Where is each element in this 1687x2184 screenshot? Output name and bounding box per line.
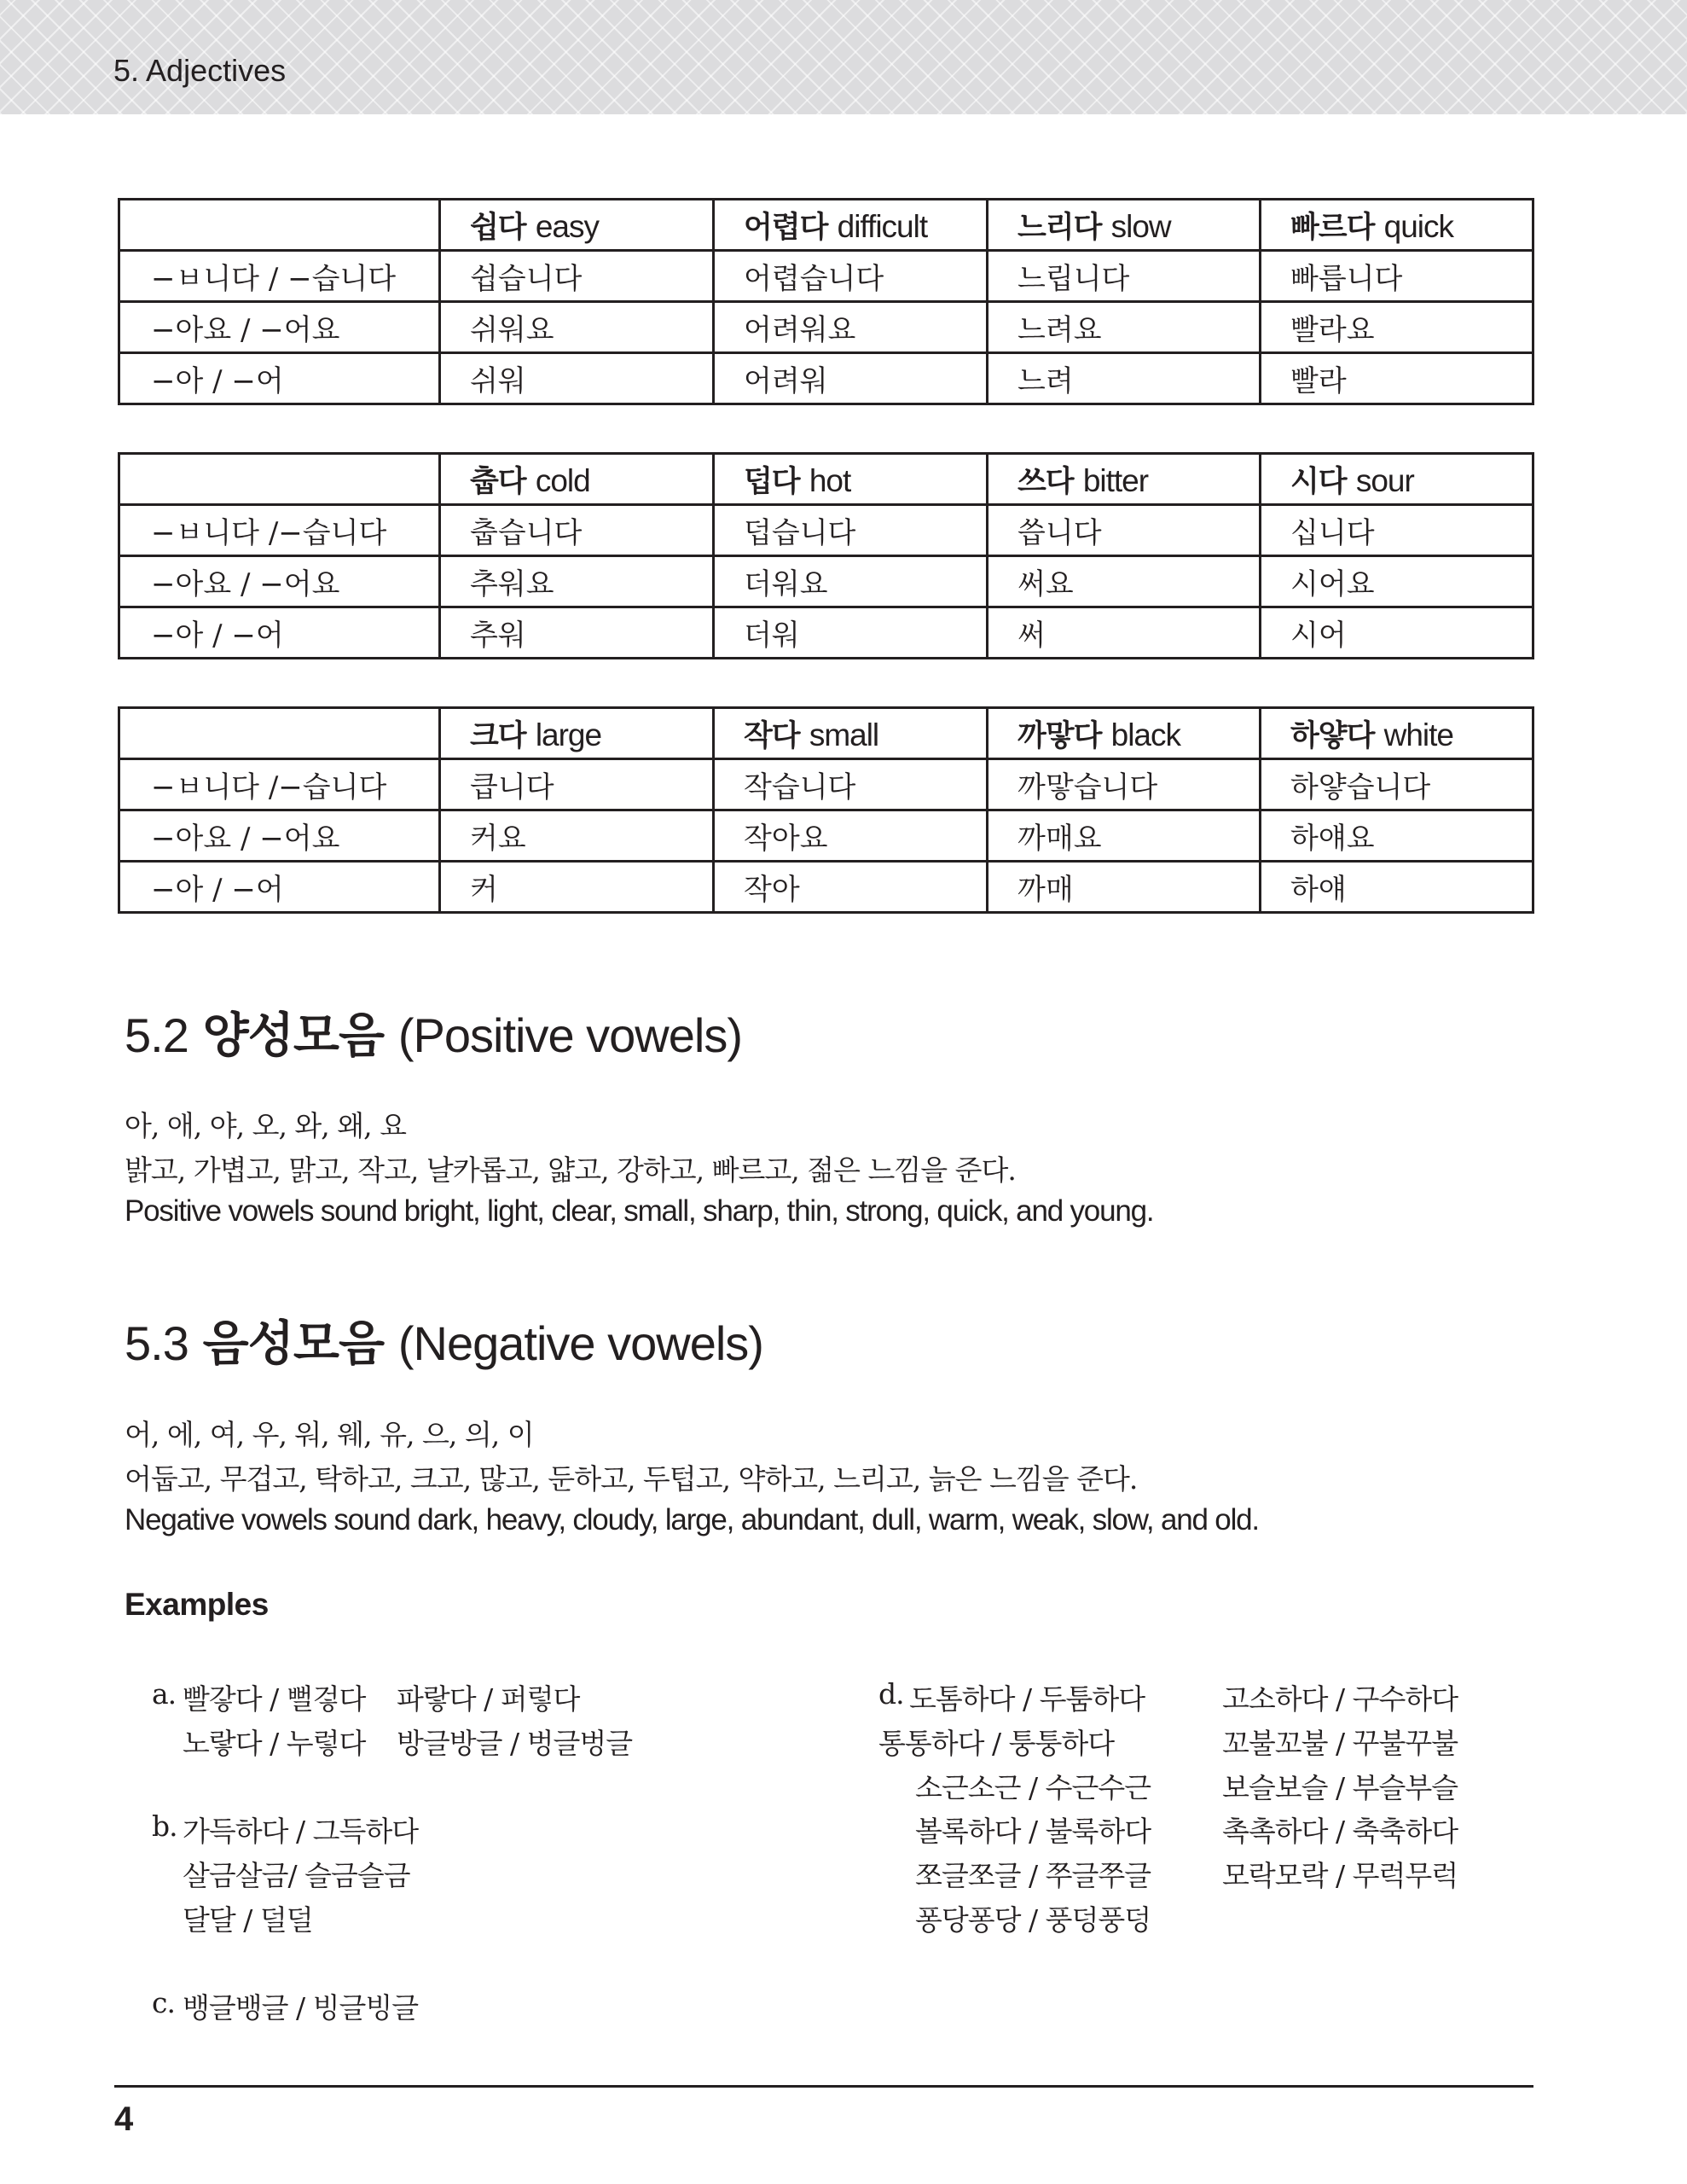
example-d-col2-line3: 보슬보슬 / 부슬부슬 (1222, 1771, 1458, 1804)
example-c-label: c. (152, 1986, 175, 2019)
example-d-col2-line1: 고소하다 / 구수하다 (1222, 1682, 1458, 1716)
table-header-row (119, 454, 1533, 505)
table-cell: 쉽습니다 (440, 251, 714, 302)
table-cell: 빨라요 (1261, 302, 1533, 353)
examples-heading: Examples (125, 1587, 269, 1622)
column-header: 빠르다 quick (1261, 200, 1533, 251)
chapter-header-band (0, 0, 1687, 114)
positive-vowel-description-en: Positive vowels sound bright, light, clear, small, sharp, thin, strong, quick, and young. (125, 1194, 1154, 1228)
section-title-positive-vowels: 5.2 양성모음 (Positive vowels) (125, 1008, 742, 1064)
table-row (119, 251, 1533, 302)
column-header: 작다 small (714, 708, 988, 759)
example-d-col2-line5: 모락모락 / 무럭무럭 (1222, 1859, 1458, 1892)
table-row (119, 556, 1533, 607)
table-cell: 써요 (988, 556, 1261, 607)
table-cell: 더워요 (714, 556, 988, 607)
corner-cell (119, 708, 440, 759)
table-cell: 작아요 (714, 810, 988, 862)
table-cell: 쉬워 (440, 353, 714, 404)
example-b-line1: 가득하다 / 그득하다 (183, 1815, 419, 1848)
ending-label: −아요 / −어요 (119, 810, 440, 862)
table-cell: 까매요 (988, 810, 1261, 862)
example-d-col1-line3: 소근소근 / 수근수근 (915, 1771, 1151, 1804)
table-cell: 하얘요 (1261, 810, 1533, 862)
example-a-label: a. (152, 1677, 177, 1711)
table-cell: 작아 (714, 862, 988, 913)
table-cell: 까매 (988, 862, 1261, 913)
column-header: 느리다 slow (988, 200, 1261, 251)
positive-vowel-description-ko: 밝고, 가볍고, 맑고, 작고, 날카롭고, 얇고, 강하고, 빠르고, 젊은 느낌을 준다. (125, 1153, 1016, 1187)
table-cell: 십니다 (1261, 505, 1533, 556)
table-cell: 까맣습니다 (988, 759, 1261, 810)
negative-vowel-list: 어, 에, 여, 우, 워, 웨, 유, 으, 의, 이 (125, 1418, 534, 1451)
table-cell: 느려 (988, 353, 1261, 404)
corner-cell (119, 200, 440, 251)
ending-label: −아요 / −어요 (119, 302, 440, 353)
ending-label: −아 / −어 (119, 862, 440, 913)
column-header: 까맣다 black (988, 708, 1261, 759)
table-row (119, 302, 1533, 353)
column-header: 쓰다 bitter (988, 454, 1261, 505)
table-cell: 덥습니다 (714, 505, 988, 556)
column-header: 크다 large (440, 708, 714, 759)
conjugation-table-2 (118, 452, 1534, 659)
table-row (119, 810, 1533, 862)
table-cell: 춥습니다 (440, 505, 714, 556)
table-cell: 빨라 (1261, 353, 1533, 404)
table-cell: 하얘 (1261, 862, 1533, 913)
table-cell: 빠릅니다 (1261, 251, 1533, 302)
table-cell: 하얗습니다 (1261, 759, 1533, 810)
ending-label: −ㅂ니다 /−습니다 (119, 759, 440, 810)
table-cell: 작습니다 (714, 759, 988, 810)
example-a-line1-second: 파랗다 / 퍼렇다 (397, 1682, 580, 1716)
ending-label: −아 / −어 (119, 607, 440, 659)
table-row (119, 607, 1533, 659)
column-header: 하얗다 white (1261, 708, 1533, 759)
table-cell: 추워요 (440, 556, 714, 607)
table-row (119, 759, 1533, 810)
section-title-negative-vowels: 5.3 음성모음 (Negative vowels) (125, 1316, 763, 1372)
ending-label: −아요 / −어요 (119, 556, 440, 607)
example-d-col1-line2: 통통하다 / 퉁퉁하다 (878, 1727, 1115, 1760)
ending-label: −ㅂ니다 /−습니다 (119, 505, 440, 556)
example-d-col1-line1: 도톰하다 / 두툼하다 (909, 1682, 1145, 1716)
table-cell: 시어 (1261, 607, 1533, 659)
table-cell: 어려워요 (714, 302, 988, 353)
corner-cell (119, 454, 440, 505)
example-d-col1-line6: 퐁당퐁당 / 풍덩풍덩 (915, 1903, 1151, 1937)
negative-vowel-description-en: Negative vowels sound dark, heavy, cloudy, large, abundant, dull, warm, weak, slow, and old. (125, 1503, 1259, 1536)
table-cell: 써 (988, 607, 1261, 659)
example-d-col2-line4: 촉촉하다 / 축축하다 (1222, 1815, 1458, 1848)
footer-divider (114, 2085, 1533, 2088)
positive-vowel-list: 아, 애, 야, 오, 와, 왜, 요 (125, 1109, 407, 1142)
table-cell: 쉬워요 (440, 302, 714, 353)
table-cell: 커 (440, 862, 714, 913)
conjugation-table-1 (118, 198, 1534, 405)
table-cell: 큽니다 (440, 759, 714, 810)
column-header: 덥다 hot (714, 454, 988, 505)
example-d-col1-line5: 쪼글쪼글 / 쭈글쭈글 (915, 1859, 1151, 1892)
table-row (119, 505, 1533, 556)
table-row (119, 862, 1533, 913)
example-b-line3: 달달 / 덜덜 (183, 1903, 313, 1937)
table-cell: 어렵습니다 (714, 251, 988, 302)
ending-label: −아 / −어 (119, 353, 440, 404)
column-header: 춥다 cold (440, 454, 714, 505)
example-d-col2-line2: 꼬불꼬불 / 꾸불꾸불 (1222, 1727, 1458, 1760)
example-d-col1-line4: 볼록하다 / 불룩하다 (915, 1815, 1151, 1848)
page-number: 4 (114, 2100, 134, 2138)
table-cell: 추워 (440, 607, 714, 659)
table-cell: 어려워 (714, 353, 988, 404)
example-a-line2-second: 방글방글 / 벙글벙글 (397, 1727, 633, 1760)
ending-label: −ㅂ니다 / −습니다 (119, 251, 440, 302)
column-header: 쉽다 easy (440, 200, 714, 251)
example-b-line2: 살금살금/ 슬금슬금 (183, 1859, 410, 1892)
table-row (119, 353, 1533, 404)
table-cell: 더워 (714, 607, 988, 659)
table-header-row (119, 200, 1533, 251)
table-cell: 씁니다 (988, 505, 1261, 556)
table-cell: 커요 (440, 810, 714, 862)
table-cell: 느려요 (988, 302, 1261, 353)
column-header: 시다 sour (1261, 454, 1533, 505)
negative-vowel-description-ko: 어둡고, 무겁고, 탁하고, 크고, 많고, 둔하고, 두텁고, 약하고, 느리고, 늙은 느낌을 준다. (125, 1462, 1138, 1496)
chapter-title: 5. Adjectives (113, 53, 287, 88)
table-cell: 시어요 (1261, 556, 1533, 607)
example-b-label: b. (152, 1809, 177, 1843)
example-a-line1-first: 빨갛다 / 뻘겋다 (183, 1682, 366, 1716)
example-c-line1: 뱅글뱅글 / 빙글빙글 (183, 1991, 419, 2024)
example-a-line2-first: 노랗다 / 누렇다 (183, 1727, 366, 1760)
conjugation-table-3 (118, 706, 1534, 914)
table-cell: 느립니다 (988, 251, 1261, 302)
example-d-label: d. (878, 1677, 904, 1711)
column-header: 어렵다 difficult (714, 200, 988, 251)
table-header-row (119, 708, 1533, 759)
